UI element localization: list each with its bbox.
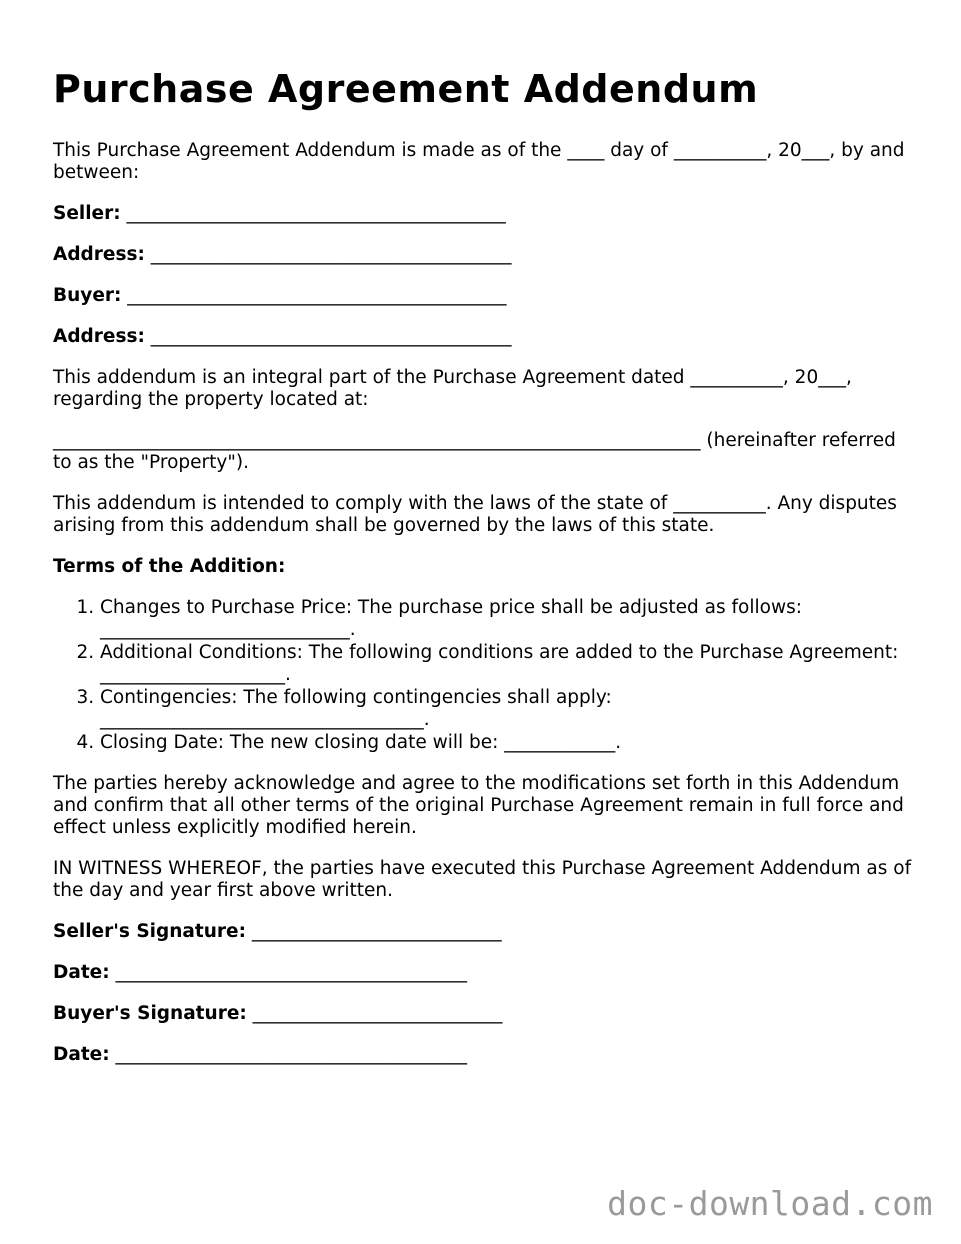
buyer-address-blank: _______________________________________ (150, 326, 512, 347)
acknowledge-paragraph: The parties hereby acknowledge and agree to the modifications set forth in this Addendum and confirm that all other terms of the original Purchase Agreement remain in full force and effect unless explicitly modified herein. (53, 773, 904, 838)
term-item-contingencies: 3. Contingencies: The following contingencies shall apply: ___________________________________. (100, 687, 913, 731)
buyer-label: Buyer: (53, 285, 122, 306)
document-title: Purchase Agreement Addendum (53, 67, 759, 111)
buyer-date-label: Date: (53, 1044, 110, 1065)
buyer-date-blank: ______________________________________ (115, 1044, 468, 1065)
buyer-field (53, 285, 913, 307)
seller-address-blank: _______________________________________ (150, 244, 512, 265)
seller-label: Seller: (53, 203, 121, 224)
seller-signature-blank: ___________________________ (251, 921, 502, 942)
document-page (53, 64, 913, 1085)
buyer-signature-field (53, 1003, 913, 1025)
watermark: doc-download.com (607, 1184, 933, 1223)
seller-address-field (53, 244, 913, 266)
intro-paragraph: This Purchase Agreement Addendum is made as of the ____ day of __________, 20___, by and between: (53, 140, 905, 183)
laws-paragraph: This addendum is intended to comply with the laws of the state of __________. Any disputes arising from this addendum shall be governed by the laws of this state. (53, 493, 897, 536)
terms-heading: Terms of the Addition: (53, 556, 286, 577)
buyer-address-label: Address: (53, 326, 145, 347)
witness-paragraph: IN WITNESS WHEREOF, the parties have executed this Purchase Agreement Addendum as of the day and year first above written. (53, 858, 912, 901)
buyer-blank: _________________________________________ (127, 285, 507, 306)
seller-address-label: Address: (53, 244, 145, 265)
integral-paragraph: This addendum is an integral part of the Purchase Agreement dated __________, 20___, regarding the property located at: (53, 367, 852, 410)
property-paragraph: ______________________________________________________________________ (hereinafter referred to as the "Property"). (53, 430, 896, 473)
buyer-signature-label: Buyer's Signature: (53, 1003, 247, 1024)
seller-signature-label: Seller's Signature: (53, 921, 246, 942)
buyer-address-field (53, 326, 913, 348)
buyer-date-field (53, 1044, 913, 1066)
seller-signature-field (53, 921, 913, 943)
seller-date-field (53, 962, 913, 984)
buyer-signature-blank: ___________________________ (252, 1003, 503, 1024)
terms-list (53, 597, 913, 754)
seller-field (53, 203, 913, 225)
seller-date-blank: ______________________________________ (115, 962, 468, 983)
term-item-conditions: 2. Additional Conditions: The following conditions are added to the Purchase Agreement: ____________________. (100, 642, 913, 686)
seller-date-label: Date: (53, 962, 110, 983)
seller-blank: _________________________________________ (126, 203, 506, 224)
term-item-closing-date: 4. Closing Date: The new closing date will be: ____________. (100, 732, 913, 754)
term-item-price: 1. Changes to Purchase Price: The purchase price shall be adjusted as follows: ___________________________. (100, 597, 913, 641)
